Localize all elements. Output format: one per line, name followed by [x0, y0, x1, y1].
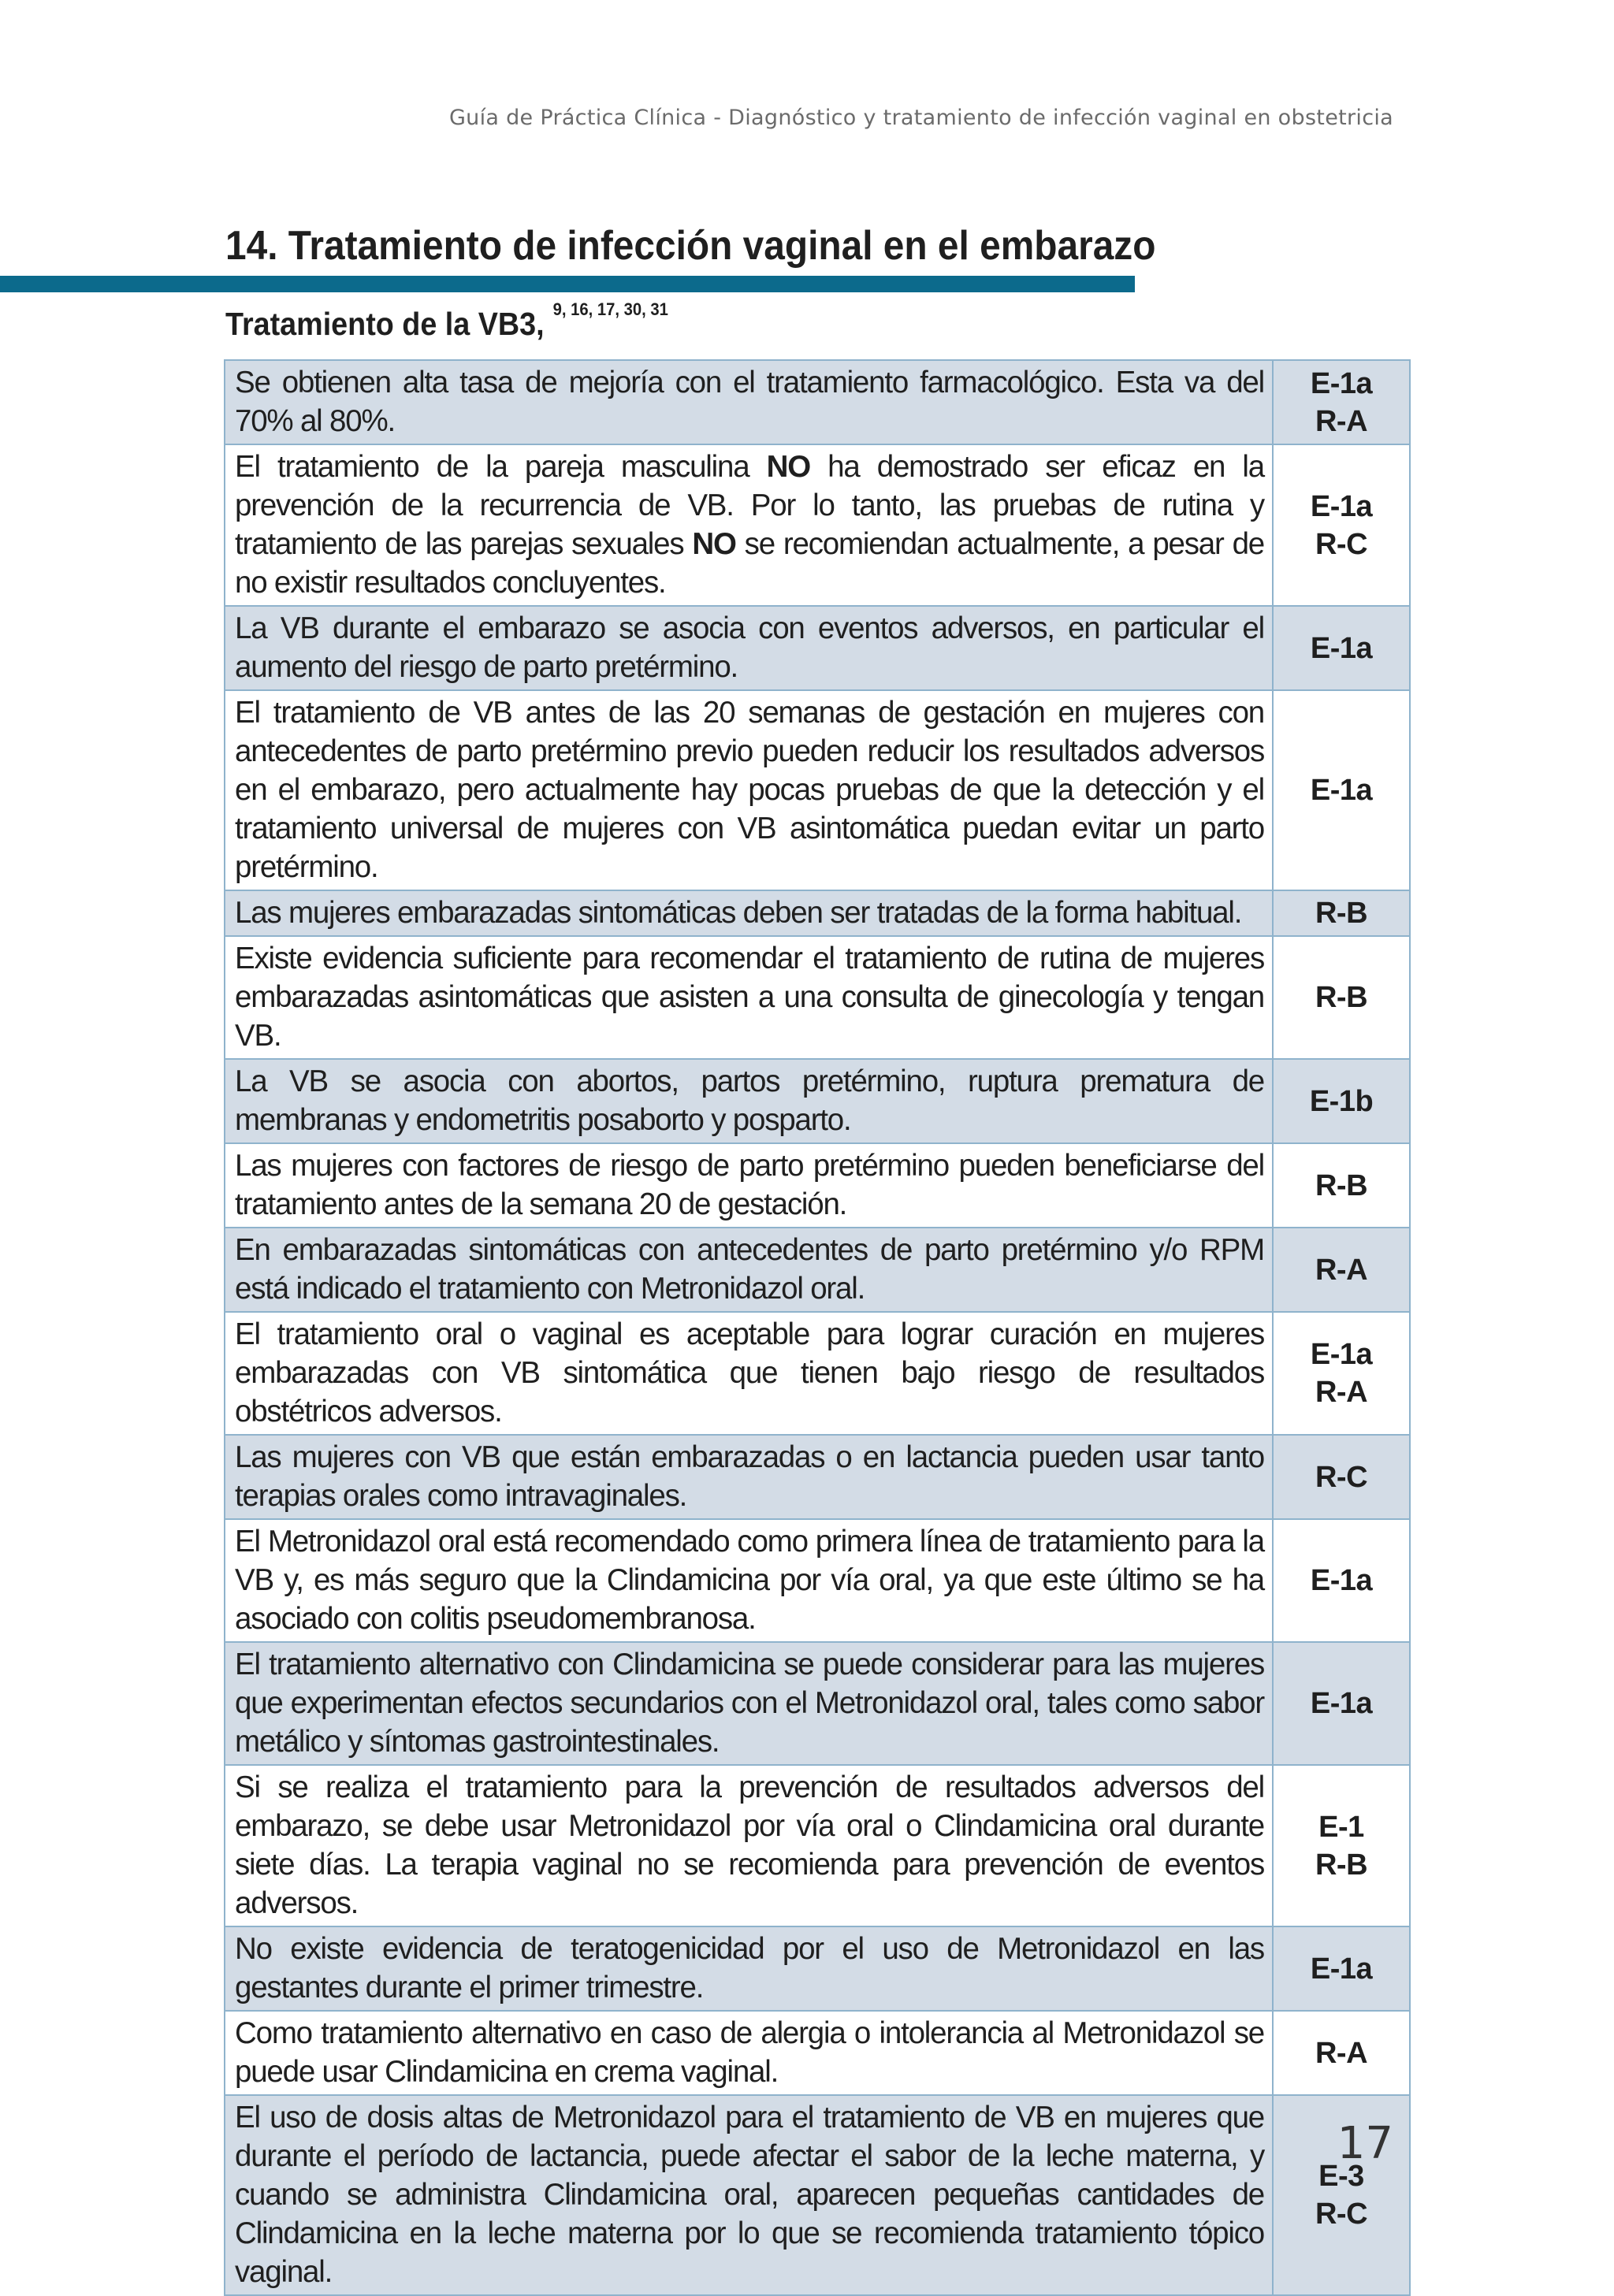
statement-cell: En embarazadas sintomáticas con antecedentes de parto pretérmino y/o RPM está indicado el tratamiento con Metronidazol oral.: [225, 1228, 1273, 1312]
table-row: [225, 1228, 1410, 1312]
evidence-level: E-1a: [1310, 366, 1373, 400]
statement-cell: Las mujeres con VB que están embarazadas o en lactancia pueden usar tanto terapias orales como intravaginales.: [225, 1435, 1273, 1519]
recommendation-grade: R-A: [1315, 2036, 1368, 2070]
table-row: [225, 606, 1410, 690]
evidence-level: E-1a: [1310, 489, 1373, 523]
evidence-level: E-1a: [1310, 1687, 1373, 1720]
section-title: 14. Tratamiento de infección vaginal en el embarazo: [225, 223, 1156, 269]
table-row: [225, 890, 1410, 936]
emphasis-text: NO: [692, 527, 736, 561]
evidence-level-cell: [1273, 1642, 1410, 1765]
statement-cell: [225, 444, 1273, 606]
running-header: Guía de Práctica Clínica - Diagnóstico y tratamiento de infección vaginal en obstetricia: [448, 106, 1393, 130]
table-row: [225, 1519, 1410, 1642]
evidence-level-cell: [1273, 1059, 1410, 1143]
recommendation-grade: R-A: [1315, 1376, 1368, 1409]
emphasis-text: NO: [766, 450, 810, 484]
recommendation-grade: R-C: [1315, 1460, 1368, 1494]
evidence-level: E-1a: [1310, 1952, 1373, 1986]
statement-cell: La VB durante el embarazo se asocia con eventos adversos, en particular el aumento del riesgo de parto pretérmino.: [225, 606, 1273, 690]
statement-cell: Si se realiza el tratamiento para la prevención de resultados adversos del embarazo, se debe usar Metronidazol por vía oral o Clindamicina oral durante siete días. La terapia vaginal no se recomienda para prevención de eventos adversos.: [225, 1765, 1273, 1926]
statement-cell: El tratamiento alternativo con Clindamicina se puede considerar para las mujeres que experimentan efectos secundarios con el Metronidazol oral, tales como sabor metálico y síntomas gastrointestinales.: [225, 1642, 1273, 1765]
evidence-level-cell: [1273, 444, 1410, 606]
statement-cell: Las mujeres embarazadas sintomáticas deben ser tratadas de la forma habitual.: [225, 890, 1273, 936]
recommendation-grade: R-B: [1315, 981, 1368, 1014]
table-row: [225, 1059, 1410, 1143]
table-row: [225, 690, 1410, 890]
subsection-title-text: Tratamiento de la VB3,: [225, 306, 545, 342]
evidence-level-cell: [1273, 1312, 1410, 1435]
statement-text: El tratamiento de la pareja masculina: [235, 450, 767, 484]
evidence-level-cell: [1273, 890, 1410, 936]
statement-cell: Las mujeres con factores de riesgo de parto pretérmino pueden beneficiarse del tratamiento antes de la semana 20 de gestación.: [225, 1143, 1273, 1228]
table-row: [225, 444, 1410, 606]
evidence-level-cell: [1273, 2011, 1410, 2095]
table-row: [225, 2095, 1410, 2295]
statement-cell: Como tratamiento alternativo en caso de alergia o intolerancia al Metronidazol se puede usar Clindamicina en crema vaginal.: [225, 2011, 1273, 2095]
table-row: [225, 1926, 1410, 2011]
evidence-level-cell: [1273, 690, 1410, 890]
evidence-level-cell: [1273, 360, 1410, 444]
evidence-level: E-1a: [1310, 1338, 1373, 1371]
statement-cell: Existe evidencia suficiente para recomendar el tratamiento de rutina de mujeres embarazadas asintomáticas que asisten a una consulta de ginecología y tengan VB.: [225, 936, 1273, 1059]
table-row: [225, 1312, 1410, 1435]
recommendation-grade: R-C: [1315, 527, 1368, 561]
table-row: [225, 1435, 1410, 1519]
table-row: [225, 1143, 1410, 1228]
evidence-level: E-3: [1318, 2160, 1364, 2193]
statement-cell: La VB se asocia con abortos, partos pretérmino, ruptura prematura de membranas y endometritis posaborto y posparto.: [225, 1059, 1273, 1143]
statement-cell: El Metronidazol oral está recomendado como primera línea de tratamiento para la VB y, es más seguro que la Clindamicina por vía oral, ya que este último se ha asociado con colitis pseudomembranosa.: [225, 1519, 1273, 1642]
evidence-table: [224, 359, 1411, 2296]
evidence-level: E-1a: [1310, 774, 1373, 807]
statement-cell: El uso de dosis altas de Metronidazol para el tratamiento de VB en mujeres que durante el período de lactancia, puede afectar el sabor de la leche materna, y cuando se administra Clindamicina oral, aparecen pequeñas cantidades de Clindamicina en la leche materna por lo que se recomienda tratamiento tópico vaginal.: [225, 2095, 1273, 2295]
title-accent-bar: [0, 276, 1135, 292]
evidence-level-cell: [1273, 1435, 1410, 1519]
recommendation-grade: R-B: [1315, 1168, 1368, 1202]
recommendation-grade: R-C: [1315, 2198, 1368, 2231]
table-row: [225, 360, 1410, 444]
evidence-level-cell: [1273, 1519, 1410, 1642]
subsection-references: 9, 16, 17, 30, 31: [552, 299, 668, 319]
recommendation-grade: R-B: [1315, 897, 1368, 930]
subsection-title: [225, 299, 668, 343]
recommendation-grade: R-B: [1315, 1848, 1368, 1882]
table-row: [225, 936, 1410, 1059]
evidence-level: E-1: [1318, 1810, 1364, 1844]
statement-cell: No existe evidencia de teratogenicidad por el uso de Metronidazol en las gestantes durante el primer trimestre.: [225, 1926, 1273, 2011]
table-row: [225, 1642, 1410, 1765]
statement-text: se recomiendan actualmente, a pesar de no existir resultados concluyentes.: [235, 527, 1264, 600]
evidence-level-cell: [1273, 936, 1410, 1059]
evidence-level-cell: [1273, 1926, 1410, 2011]
evidence-level-cell: [1273, 1228, 1410, 1312]
table-row: [225, 2011, 1410, 2095]
evidence-level: E-1b: [1309, 1084, 1374, 1118]
recommendation-grade: R-A: [1315, 1253, 1368, 1287]
statement-cell: El tratamiento oral o vaginal es aceptable para lograr curación en mujeres embarazadas con VB sintomática que tienen bajo riesgo de resultados obstétricos adversos.: [225, 1312, 1273, 1435]
statement-cell: Se obtienen alta tasa de mejoría con el tratamiento farmacológico. Esta va del 70% al 80%.: [225, 360, 1273, 444]
evidence-level-cell: [1273, 1143, 1410, 1228]
page-number: 17: [1337, 2118, 1393, 2169]
evidence-level-cell: [1273, 1765, 1410, 1926]
evidence-level-cell: [1273, 606, 1410, 690]
statement-text: ha demostrado ser eficaz en la prevención de la recurrencia de VB. Por lo tanto, las pruebas de rutina y tratamiento de las parejas sexuales: [235, 450, 1264, 561]
evidence-level: E-1a: [1310, 1564, 1373, 1597]
evidence-level: E-1a: [1310, 631, 1373, 665]
statement-cell: El tratamiento de VB antes de las 20 semanas de gestación en mujeres con antecedentes de parto pretérmino previo pueden reducir los resultados adversos en el embarazo, pero actualmente hay pocas pruebas de que la detección y el tratamiento universal de mujeres con VB asintomática puedan evitar un parto pretérmino.: [225, 690, 1273, 890]
table-row: [225, 1765, 1410, 1926]
recommendation-grade: R-A: [1315, 404, 1368, 438]
